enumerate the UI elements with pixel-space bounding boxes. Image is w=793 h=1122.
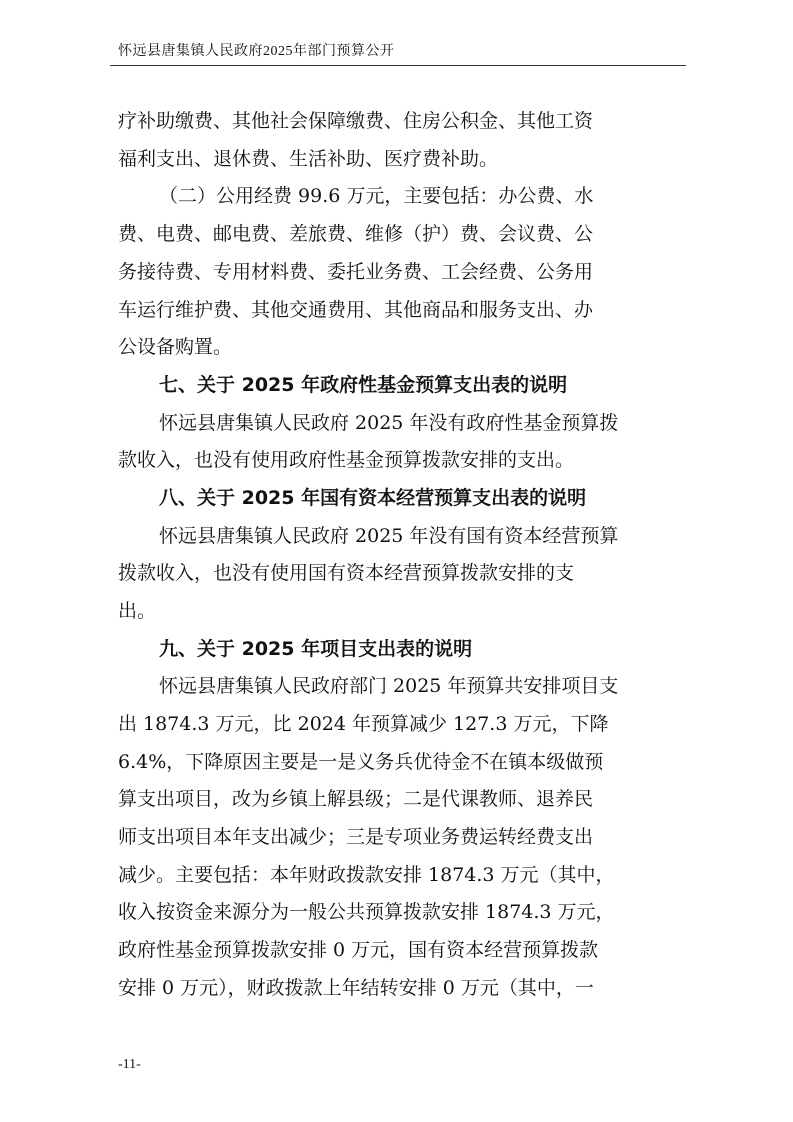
body-line: 务接待费、专用材料费、委托业务费、工会经费、公务用 <box>118 261 594 283</box>
header-divider <box>110 65 686 66</box>
body-line: 疗补助缴费、其他社会保障缴费、住房公积金、其他工资 <box>118 110 594 132</box>
body-line: 费、电费、邮电费、差旅费、维修（护）费、会议费、公 <box>118 223 594 245</box>
body-line: 师支出项目本年支出减少；三是专项业务费运转经费支出 <box>118 826 594 848</box>
running-header: 怀远县唐集镇人民政府2025年部门预算公开 <box>118 44 395 59</box>
body-line: 6.4%，下降原因主要是一是义务兵优待金不在镇本级做预 <box>118 751 604 773</box>
body-line: 减少。主要包括：本年财政拨款安排 1874.3 万元（其中， <box>118 864 615 886</box>
body-line: 出 1874.3 万元，比 2024 年预算减少 127.3 万元，下降 <box>118 713 609 735</box>
body-line: 拨款收入，也没有使用国有资本经营预算拨款安排的支 <box>118 562 575 584</box>
section-heading-9: 九、关于 2025 年项目支出表的说明 <box>159 638 473 660</box>
body-line: 安排 0 万元），财政拨款上年结转安排 0 万元（其中，一 <box>118 977 594 999</box>
section-heading-8: 八、关于 2025 年国有资本经营预算支出表的说明 <box>159 487 587 509</box>
body-line: 怀远县唐集镇人民政府 2025 年没有国有资本经营预算 <box>159 525 619 547</box>
body-line: 怀远县唐集镇人民政府 2025 年没有政府性基金预算拨 <box>159 412 619 434</box>
body-line: 车运行维护费、其他交通费用、其他商品和服务支出、办 <box>118 299 594 321</box>
section-heading-7: 七、关于 2025 年政府性基金预算支出表的说明 <box>159 374 568 396</box>
body-line: 公设备购置。 <box>118 336 233 358</box>
body-line: 出。 <box>118 600 157 622</box>
body-line: 政府性基金预算拨款安排 0 万元，国有资本经营预算拨款 <box>118 939 599 961</box>
body-line: 算支出项目，改为乡镇上解县级；二是代课教师、退养民 <box>118 788 594 810</box>
body-line: 福利支出、退休费、生活补助、医疗费补助。 <box>118 148 499 170</box>
page-number: -11- <box>118 1057 141 1072</box>
body-line: 收入按资金来源分为一般公共预算拨款安排 1874.3 万元， <box>118 901 615 923</box>
body-line: 怀远县唐集镇人民政府部门 2025 年预算共安排项目支 <box>159 675 619 697</box>
body-line: 款收入，也没有使用政府性基金预算拨款安排的支出。 <box>118 449 575 471</box>
body-line: （二）公用经费 99.6 万元，主要包括：办公费、水 <box>159 185 594 207</box>
